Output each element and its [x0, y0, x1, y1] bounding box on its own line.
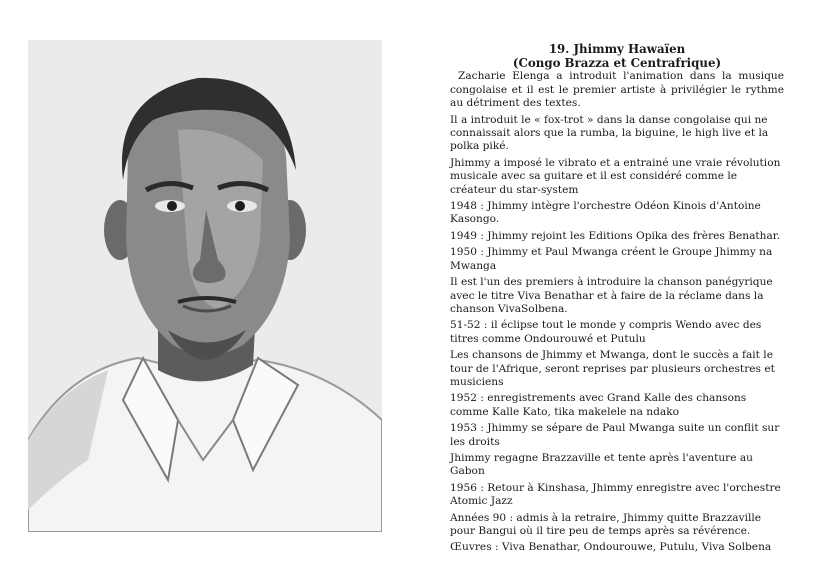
page-title: 19. Jhimmy Hawaïen: [548, 42, 686, 56]
paragraph: Jhimmy regagne Brazzaville et tente après l'aventure au Gabon: [450, 451, 753, 478]
paragraph: Il est l'un des premiers à introduire la chanson panégyrique avec le titre Viva Benathar et à faire de la réclame dans la chanson VivaSolbena.: [450, 276, 773, 315]
biography-text: [450, 42, 784, 558]
paragraph: 51-52 : il éclipse tout le monde y compris Wendo avec des titres comme Ondourouwé et Putulu: [450, 319, 762, 345]
paragraph: Il a introduit le « fox-trot » dans la danse congolaise qui ne connaissait alors que la rumba, la biguine, le high live et la polka piké.: [450, 113, 769, 153]
portrait-illustration: [28, 40, 382, 532]
paragraph: 1949 : Jhimmy rejoint les Editions Opika des frères Benathar.: [450, 229, 781, 242]
paragraph: Les chansons de Jhimmy et Mwanga, dont le succès a fait le tour de l'Afrique, seront reprises par plusieurs orchestres et musiciens: [450, 349, 775, 388]
page-subtitle: (Congo Brazza et Centrafrique): [512, 56, 722, 71]
paragraph: 1950 : Jhimmy et Paul Mwanga créent le Groupe Jhimmy na Mwanga: [450, 246, 773, 272]
paragraph: 1953 : Jhimmy se sépare de Paul Mwanga suite un conflit sur les droits: [450, 422, 780, 448]
paragraph: Œuvres : Viva Benathar, Ondourouwe, Putulu, Viva Solbena: [450, 541, 772, 554]
paragraph: 1948 : Jhimmy intègre l'orchestre Odéon Kinois d'Antoine Kasongo.: [450, 200, 761, 226]
paragraph: Années 90 : admis à la retraire, Jhimmy quitte Brazzaville pour Bangui où il tire peu de temps après sa révérence.: [450, 511, 762, 537]
paragraph: Jhimmy a imposé le vibrato et a entrainé une vraie révolution musicale avec sa guitare et il est considéré comme le créateur du star-system: [450, 156, 781, 196]
paragraph: 1956 : Retour à Kinshasa, Jhimmy enregistre avec l'orchestre Atomic Jazz: [450, 481, 781, 508]
paragraph: 1952 : enregistrements avec Grand Kalle des chansons comme Kalle Kato, tika makelele na ndako: [450, 392, 747, 418]
paragraph: Zacharie Elenga a introduit l'animation dans la musique congolaise et il est le premier artiste à privilégier le rythme au détriment des textes.: [450, 70, 784, 110]
portrait-drawing: [28, 40, 382, 532]
